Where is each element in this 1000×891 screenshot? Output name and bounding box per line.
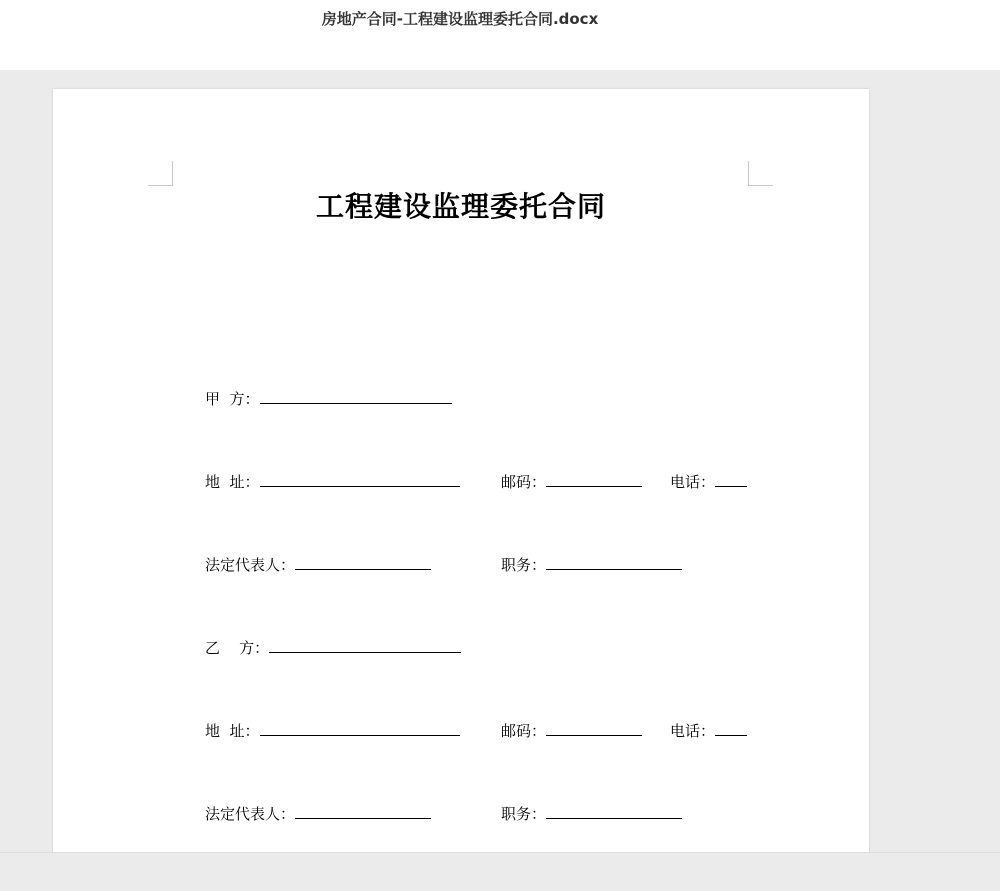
party-b-name-field [205, 635, 461, 658]
party-a-postcode-label: 邮码： [501, 473, 547, 491]
party-a-phone-field [670, 469, 747, 492]
contract-heading: 工程建设监理委托合同 [315, 190, 606, 223]
party-a-position-field [501, 552, 682, 575]
party-b-phone-label: 电话： [670, 722, 716, 740]
party-b-name-blank [269, 635, 461, 653]
party-b-position-label: 职务： [501, 805, 547, 823]
party-b-position-field [501, 801, 682, 824]
document-page[interactable] [53, 89, 869, 859]
party-a-postcode-field [501, 469, 642, 492]
party-a-position-blank [546, 552, 682, 570]
party-a-postcode-blank [546, 469, 642, 487]
party-a-legal-rep-field [205, 552, 431, 575]
margin-corner-marker-right [748, 161, 773, 186]
party-a-name-blank [260, 386, 452, 404]
party-a-name-field [205, 386, 452, 409]
party-a-address-label: 地 址： [205, 473, 260, 491]
party-b-postcode-label: 邮码： [501, 722, 547, 740]
party-a-phone-blank [715, 469, 747, 487]
party-b-legal-rep-blank [295, 801, 431, 819]
party-a-legal-rep-blank [295, 552, 431, 570]
party-b-address-field [205, 718, 460, 741]
document-file-name: 房地产合同-工程建设监理委托合同.docx [321, 10, 599, 28]
party-b-address-label: 地 址： [205, 722, 260, 740]
party-a-phone-label: 电话： [670, 473, 716, 491]
title-bar [0, 0, 1000, 70]
party-b-legal-rep-label: 法定代表人： [205, 805, 296, 823]
party-b-name-label: 乙 方： [205, 639, 270, 657]
margin-corner-marker-left [148, 161, 173, 186]
party-b-position-blank [546, 801, 682, 819]
party-b-phone-field [670, 718, 747, 741]
party-b-postcode-field [501, 718, 642, 741]
party-b-postcode-blank [546, 718, 642, 736]
party-b-legal-rep-field [205, 801, 431, 824]
party-b-phone-blank [715, 718, 747, 736]
party-a-position-label: 职务： [501, 556, 547, 574]
party-a-legal-rep-label: 法定代表人： [205, 556, 296, 574]
bottom-bar [0, 852, 1000, 891]
party-b-address-blank [260, 718, 460, 736]
party-a-address-blank [260, 469, 460, 487]
party-a-address-field [205, 469, 460, 492]
party-a-name-label: 甲 方： [205, 390, 260, 408]
